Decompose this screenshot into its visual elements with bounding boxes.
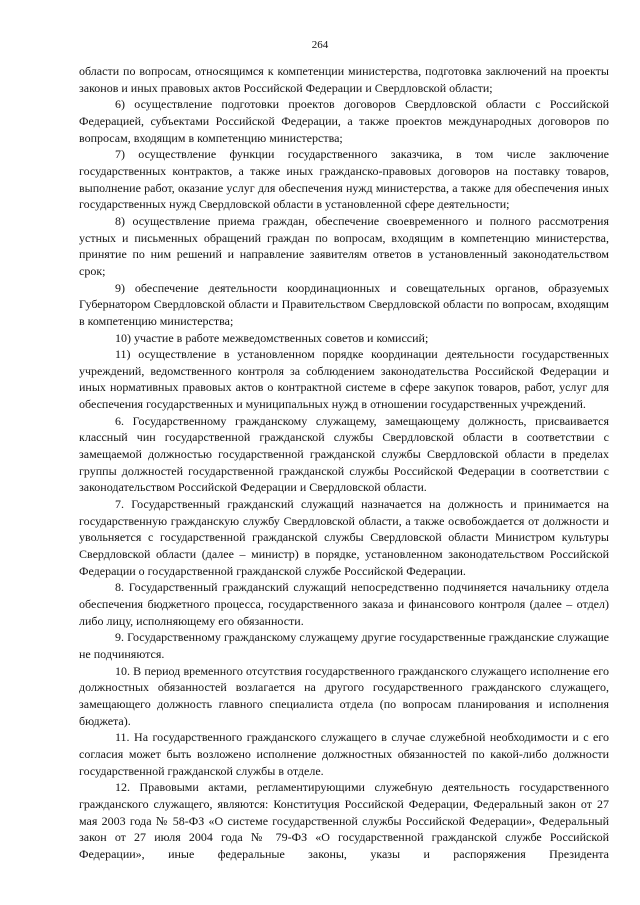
paragraph-item-8: 8) осуществление приема граждан, обеспечение своевременного и полного рассмотрения устных и письменных обращений граждан по вопросам, входящим в компетенцию министерства, принятие по ним решений и направление заявителям ответов в установленный законодательством срок; [79, 213, 609, 278]
paragraph-item-10: 10) участие в работе межведомственных советов и комиссий; [115, 330, 429, 345]
page-number: 264 [311, 39, 329, 51]
paragraph-section-12: 12. Правовыми актами, регламентирующими служебную деятельность государственного гражданского служащего, являются: Конституция Российской Федерации, Федеральный закон от 27 мая 2003 года № 58-ФЗ «О системе государственной службы Российской Федерации», Федеральный закон от 27 июля 2004 года № 79-ФЗ «О государственной гражданской службе Российской Федерации», иные федеральные законы, указы и распоряжения Президента [79, 780, 609, 861]
paragraph-continued: области по вопросам, относящимся к компетенции министерства, подготовка заключений на проекты законов и иных правовых актов Российской Федерации и Свердловской области; [79, 64, 609, 95]
paragraph-section-7: 7. Государственный гражданский служащий назначается на должность и принимается на государственную гражданскую службу Свердловской области, а также освобождается от должности и увольняется с государственной гражданской службы Свердловской области Министром культуры Свердловской области (далее – министр) в порядке, установленном законодательством Российской Федерации о государственной гражданской службе Российской Федерации. [79, 497, 609, 578]
paragraph-item-6: 6) осуществление подготовки проектов договоров Свердловской области с Российской Федерацией, субъектами Российской Федерации, а также проектов международных договоров по вопросам, входящим в компетенцию министерства; [79, 97, 609, 145]
paragraph-section-10: 10. В период временного отсутствия государственного гражданского служащего исполнение его должностных обязанностей возлагается на другого государственного гражданского служащего, замещающего должность главного специалиста отдела (по вопросам планирования и исполнения бюджета). [79, 663, 609, 728]
paragraph-item-7: 7) осуществление функции государственного заказчика, в том числе заключение государственных контрактов, а также иных гражданско-правовых договоров на поставку товаров, выполнение работ, оказание услуг для обеспечения нужд министерства, а также для обеспечения иных государственных нужд Свердловской области в установленной сфере деятельности; [79, 147, 609, 212]
document-body [79, 63, 609, 863]
paragraph-item-11: 11) осуществление в установленном порядке координации деятельности государственных учреждений, ведомственного контроля за соблюдением законодательства Российской Федерации и иных нормативных правовых актов о контрактной системе в сфере закупок товаров, работ, услуг для обеспечения государственных и муниципальных нужд в отношении государственных учреждений. [79, 347, 609, 412]
paragraph-section-11: 11. На государственного гражданского служащего в случае служебной необходимости и с его согласия может быть возложено исполнение должностных обязанностей по какой-либо должности государственной гражданской службы в отделе. [79, 730, 609, 778]
paragraph-item-9: 9) обеспечение деятельности координационных и совещательных органов, образуемых Губернатором Свердловской области и Правительством Свердловской области по вопросам, входящим в компетенцию министерства; [79, 280, 609, 328]
paragraph-section-6: 6. Государственному гражданскому служащему, замещающему должность, присваивается классный чин государственной гражданской службы Свердловской области в соответствии с замещаемой должностью государственной гражданской службы Свердловской области в пределах группы должностей государственной гражданской службы Российской Федерации в соответствии с законодательством Российской Федерации и Свердловской области. [79, 413, 609, 495]
paragraph-section-9: 9. Государственному гражданскому служащему другие государственные гражданские служащие не подчиняются. [79, 630, 609, 661]
paragraph-section-8: 8. Государственный гражданский служащий непосредственно подчиняется начальнику отдела обеспечения бюджетного процесса, государственного заказа и финансового контроля (далее – отдел) либо лицу, исполняющему его обязанности. [79, 580, 609, 628]
